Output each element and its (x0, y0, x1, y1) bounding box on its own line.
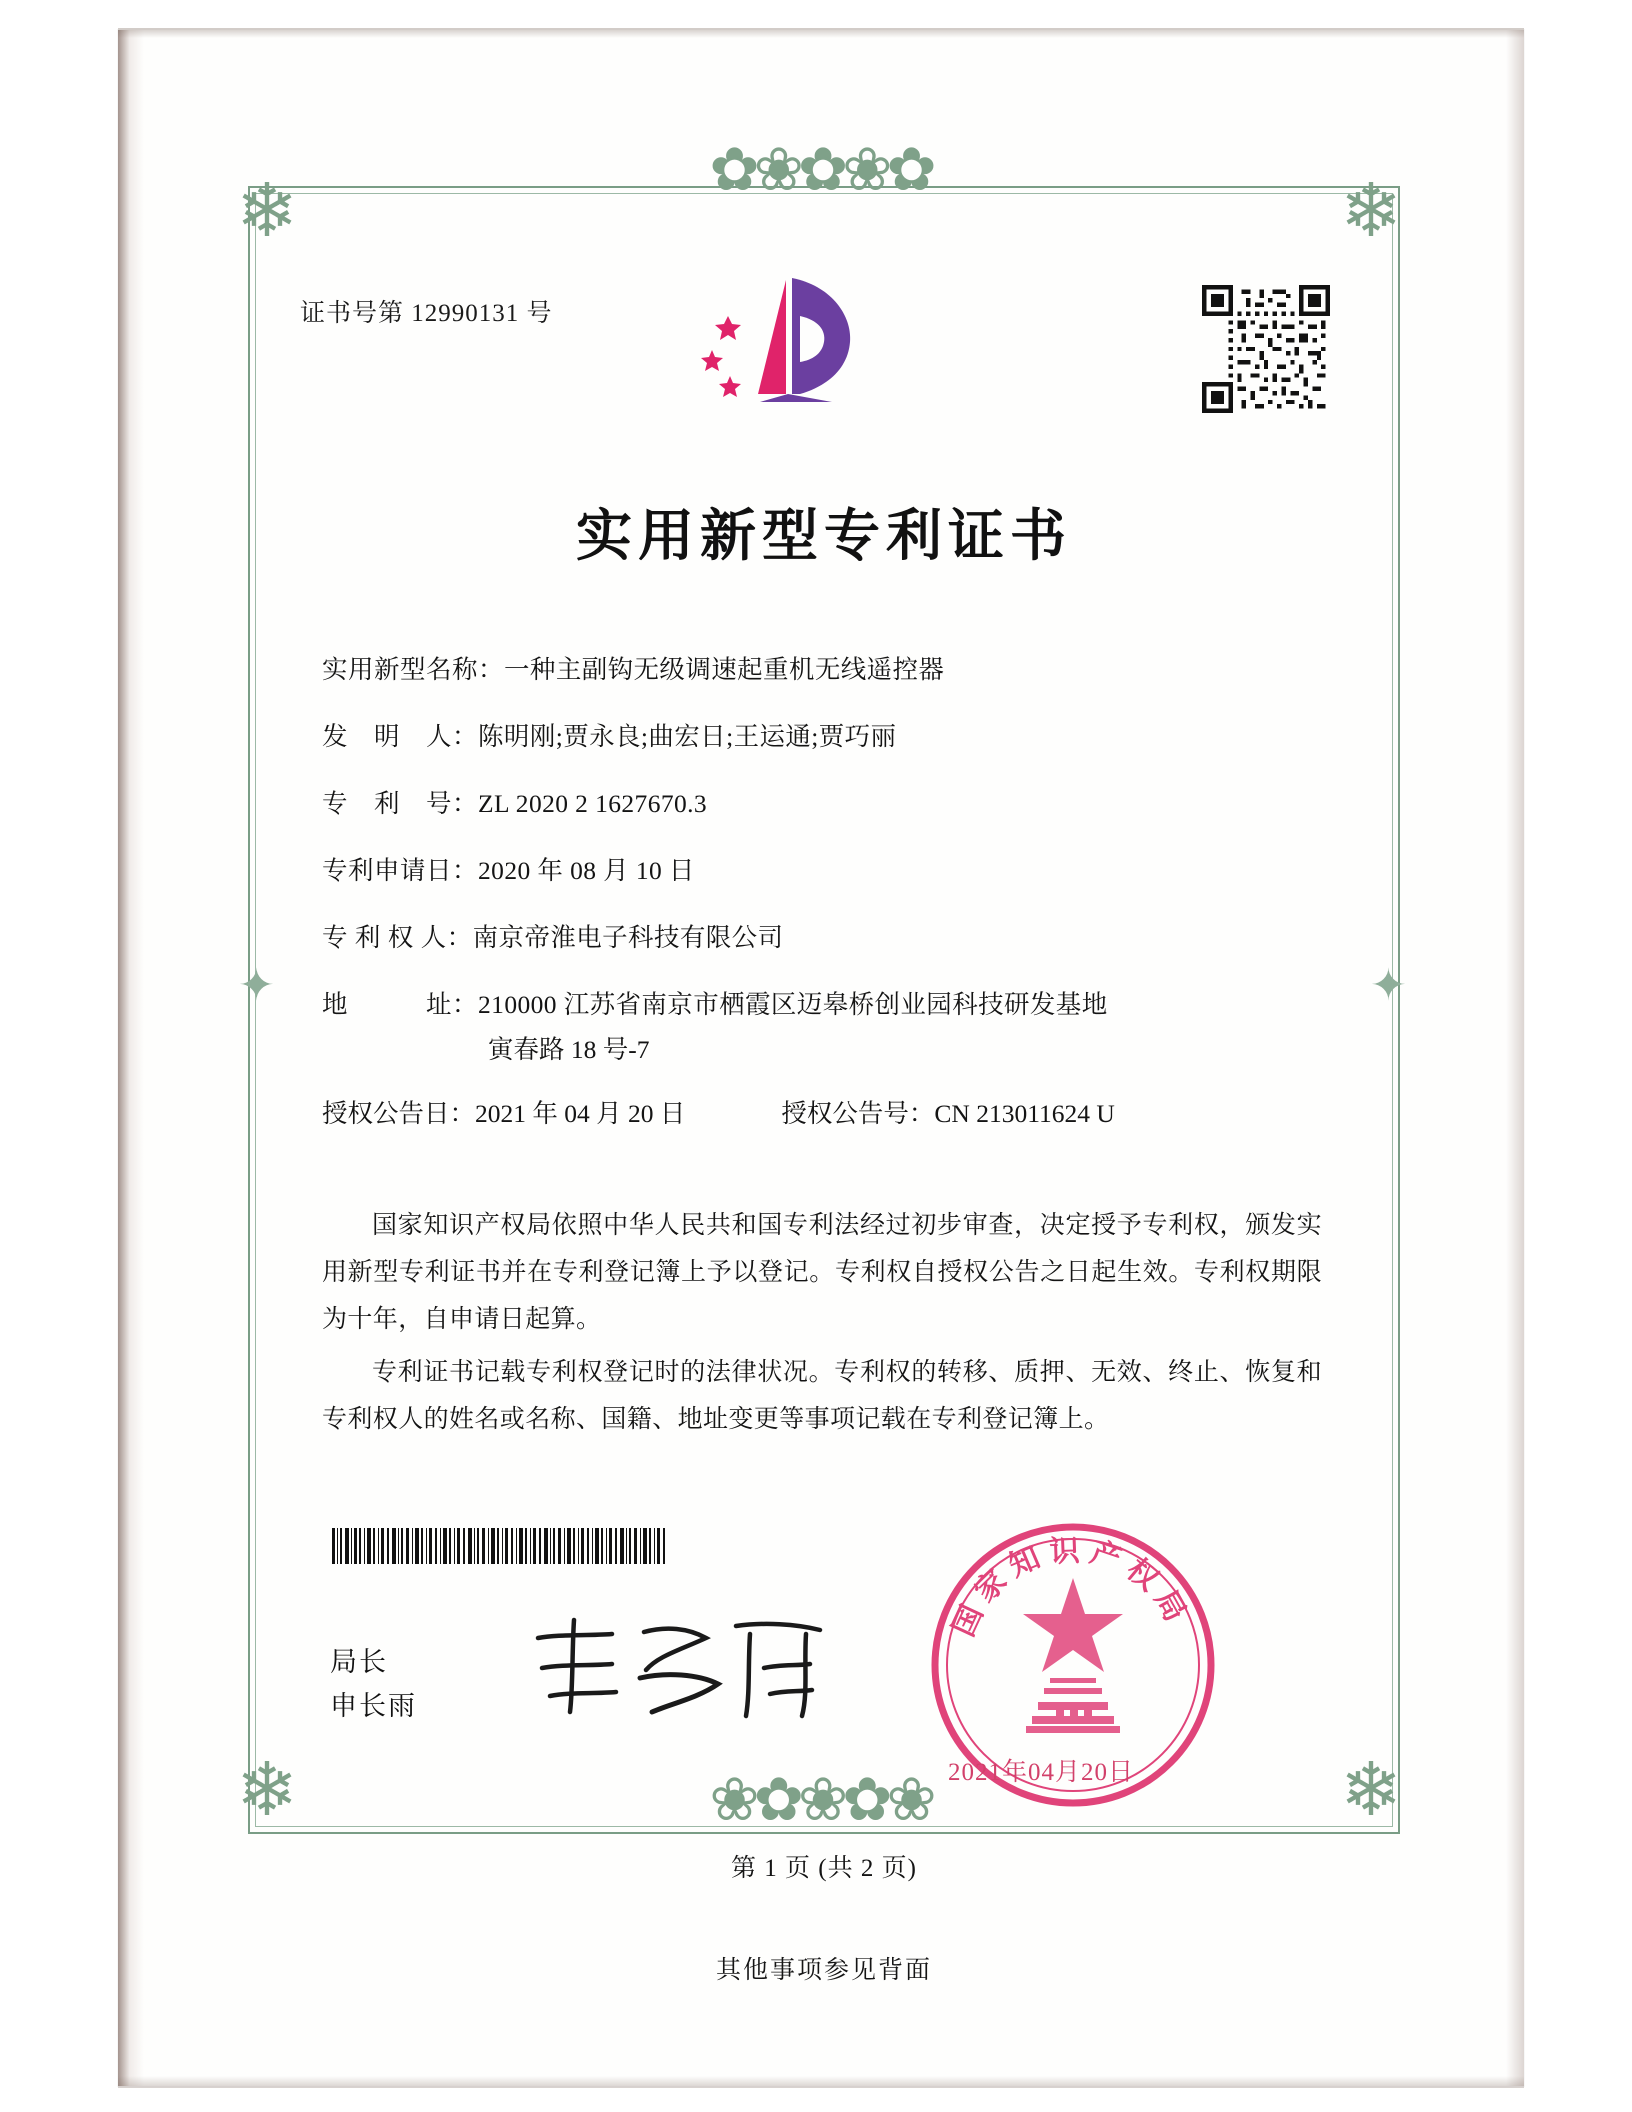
field-label: 专 利 号： (322, 789, 479, 818)
field-value: 2020 年 08 月 10 日 (478, 856, 695, 885)
scan-shadow-top (118, 28, 1524, 38)
field-patent-number (322, 784, 1342, 820)
field-address-line2: 寅春路 18 号-7 (488, 1035, 650, 1064)
field-value: CN 213011624 U (934, 1099, 1115, 1128)
field-label: 地 址： (322, 990, 479, 1019)
field-inventors (322, 717, 1342, 753)
barcode (330, 1528, 670, 1564)
svg-text:国家知识产权局: 国家知识产权局 (946, 1533, 1197, 1642)
field-value: 210000 江苏省南京市栖霞区迈皋桥创业园科技研发基地 (478, 990, 1108, 1019)
scan-shadow-right (1506, 30, 1524, 2086)
field-value: ZL 2020 2 1627670.3 (478, 789, 708, 818)
ornament-top-center: ✿❀✿❀✿ (709, 137, 931, 203)
field-value: 陈明刚;贾永良;曲宏日;王运通;贾巧丽 (478, 722, 897, 751)
field-value: 一种主副钩无级调速起重机无线遥控器 (504, 655, 945, 684)
certificate-number: 证书号第 12990131 号 (300, 300, 553, 327)
field-grant-number (781, 1094, 1114, 1130)
certificate-fields (322, 650, 1342, 1156)
page-number: 第 1 页 (共 2 页) (731, 1855, 917, 1882)
cnipa-logo (700, 272, 890, 412)
field-label: 实用新型名称： (322, 655, 505, 684)
director-name: 申长雨 (330, 1691, 417, 1721)
field-utility-model-name (322, 650, 1342, 686)
ornament-corner-top-right: ❄ (1340, 171, 1403, 253)
field-label: 授权公告号： (781, 1099, 935, 1128)
field-address (322, 985, 1342, 1021)
grant-info-row (322, 1094, 1342, 1130)
certificate-body (322, 1202, 1322, 1449)
field-label: 发 明 人： (322, 722, 479, 751)
seal-date: 2021年04月20日 (948, 1759, 1135, 1786)
director-label: 局长 (330, 1647, 388, 1677)
field-value: 南京帝淮电子科技有限公司 (472, 923, 784, 952)
director-block (330, 1640, 417, 1728)
page-title: 实用新型专利证书 (576, 503, 1072, 569)
ornament-bottom-center: ❀✿❀✿❀ (709, 1767, 931, 1833)
field-application-date (322, 851, 1342, 887)
field-label: 专利申请日： (322, 856, 479, 885)
ornament-side-right: ✦ (1370, 961, 1403, 1010)
field-label: 专 利 权 人： (322, 923, 473, 952)
scan-shadow-bottom (118, 2076, 1524, 2088)
paragraph-1: 国家知识产权局依照中华人民共和国专利法经过初步审查，决定授予专利权，颁发实用新型专利证书并在专利登记簿上予以登记。专利权自授权公告之日起生效。专利权期限为十年，自申请日起算。 (322, 1212, 1322, 1333)
field-grant-date (322, 1094, 685, 1130)
qr-code (1202, 285, 1330, 413)
ornament-corner-bottom-left: ❄ (236, 1744, 299, 1826)
field-value: 2021 年 04 月 20 日 (475, 1099, 686, 1128)
field-patentee (322, 918, 1342, 954)
ornament-side-left: ✦ (238, 961, 271, 1010)
scan-shadow-left (118, 30, 144, 2086)
paragraph-2: 专利证书记载专利权登记时的法律状况。专利权的转移、质押、无效、终止、恢复和专利权人的姓名或名称、国籍、地址变更等事项记载在专利登记簿上。 (322, 1359, 1322, 1433)
footer-note: 其他事项参见背面 (715, 1957, 932, 1984)
ornament-corner-bottom-right: ❄ (1340, 1744, 1403, 1826)
handwritten-signature (520, 1612, 840, 1722)
ornament-corner-top-left: ❄ (236, 171, 299, 253)
field-label: 授权公告日： (322, 1099, 476, 1128)
